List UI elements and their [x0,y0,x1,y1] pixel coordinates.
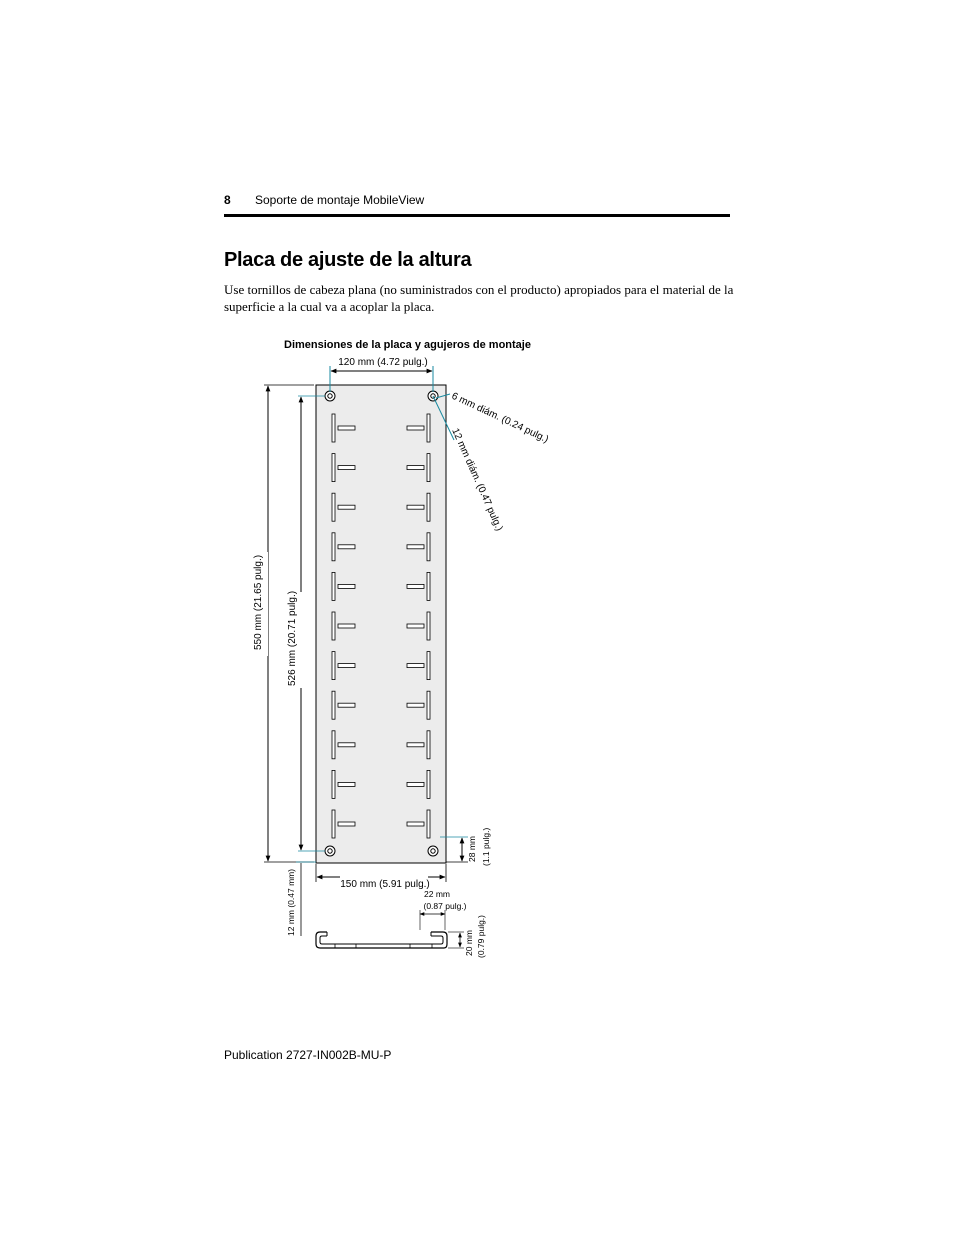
slot-bar-left [332,731,335,759]
slot-bar-right [427,652,430,680]
slot-left [338,703,355,707]
slot-bar-right [427,691,430,719]
page-number: 8 [224,193,231,207]
section-title: Placa de ajuste de la altura [224,249,472,271]
slot-bar-right [427,454,430,482]
mounting-hole-bottom-right [428,846,438,856]
slot-left [338,743,355,747]
mounting-hole-top-left [325,391,335,401]
slot-bar-right [427,572,430,600]
label-profile-height: 20 mm [464,930,474,956]
slot-bar-right [427,770,430,798]
label-plate-width: 150 mm (5.91 pulg.) [340,879,430,890]
intro-paragraph: Use tornillos de cabeza plana (no suministrados con el producto) apropiados para el material de la superficie a la cual va a acoplar la placa. [224,282,734,314]
slot-bar-left [332,572,335,600]
dimension-lip-width [420,889,467,930]
slot-right [407,426,424,430]
slot-right [407,584,424,588]
slot-bar-left [332,612,335,640]
slot-right [407,822,424,826]
label-profile-height-in: (0.79 pulg.) [476,915,486,958]
dimension-profile-height [448,915,486,958]
slot-bar-left [332,533,335,561]
slot-right [407,743,424,747]
slot-left [338,822,355,826]
label-lip-width: 22 mm [424,889,450,899]
slot-bar-right [427,731,430,759]
slot-bar-left [332,770,335,798]
plate-outline [316,385,446,863]
running-header-title: Soporte de montaje MobileView [255,193,425,207]
slot-left [338,466,355,470]
slot-bar-right [427,533,430,561]
slot-left [338,782,355,786]
slot-left [338,624,355,628]
dimension-plate-width [316,864,446,890]
slot-bar-left [332,454,335,482]
slot-bar-left [332,691,335,719]
label-edge-offset: 12 mm (0.47 mm) [286,868,296,936]
footer-publication: Publication 2727-IN002B-MU-P [224,1048,392,1062]
label-small-hole-diameter: 6 mm diám. (0.24 pulg.) [449,390,551,446]
slot-left [338,584,355,588]
slot-bar-right [427,493,430,521]
label-lip-width-in: (0.87 pulg.) [423,901,467,911]
label-overall-height: 550 mm (21.65 pulg.) [253,554,264,650]
slot-left [338,505,355,509]
label-bottom-hole-offset-in: (1.1 pulg.) [481,827,491,866]
slot-right [407,624,424,628]
slot-bar-left [332,493,335,521]
figure-caption: Dimensiones de la placa y agujeros de montaje [284,339,531,351]
slot-bar-right [427,810,430,838]
slot-bar-left [332,414,335,442]
label-hole-spacing-height: 526 mm (20.71 pulg.) [287,590,298,686]
slot-bar-right [427,612,430,640]
label-large-hole-diameter: 12 mm diám. (0.47 pulg.) [449,426,505,533]
slot-right [407,545,424,549]
label-hole-spacing-width: 120 mm (4.72 pulg.) [338,357,428,368]
slot-right [407,782,424,786]
slot-left [338,426,355,430]
slot-bar-left [332,810,335,838]
slot-right [407,505,424,509]
dimension-overall-height [253,385,314,862]
slot-right [407,664,424,668]
slot-bar-left [332,652,335,680]
slot-left [338,664,355,668]
mounting-hole-bottom-left [325,846,335,856]
dimension-edge-offset [286,862,316,936]
plate-side-profile [316,932,447,948]
label-bottom-hole-offset: 28 mm [467,836,477,862]
slot-right [407,703,424,707]
dimension-bottom-hole-offset [440,828,491,866]
slot-bar-right [427,414,430,442]
slot-right [407,466,424,470]
slot-left [338,545,355,549]
